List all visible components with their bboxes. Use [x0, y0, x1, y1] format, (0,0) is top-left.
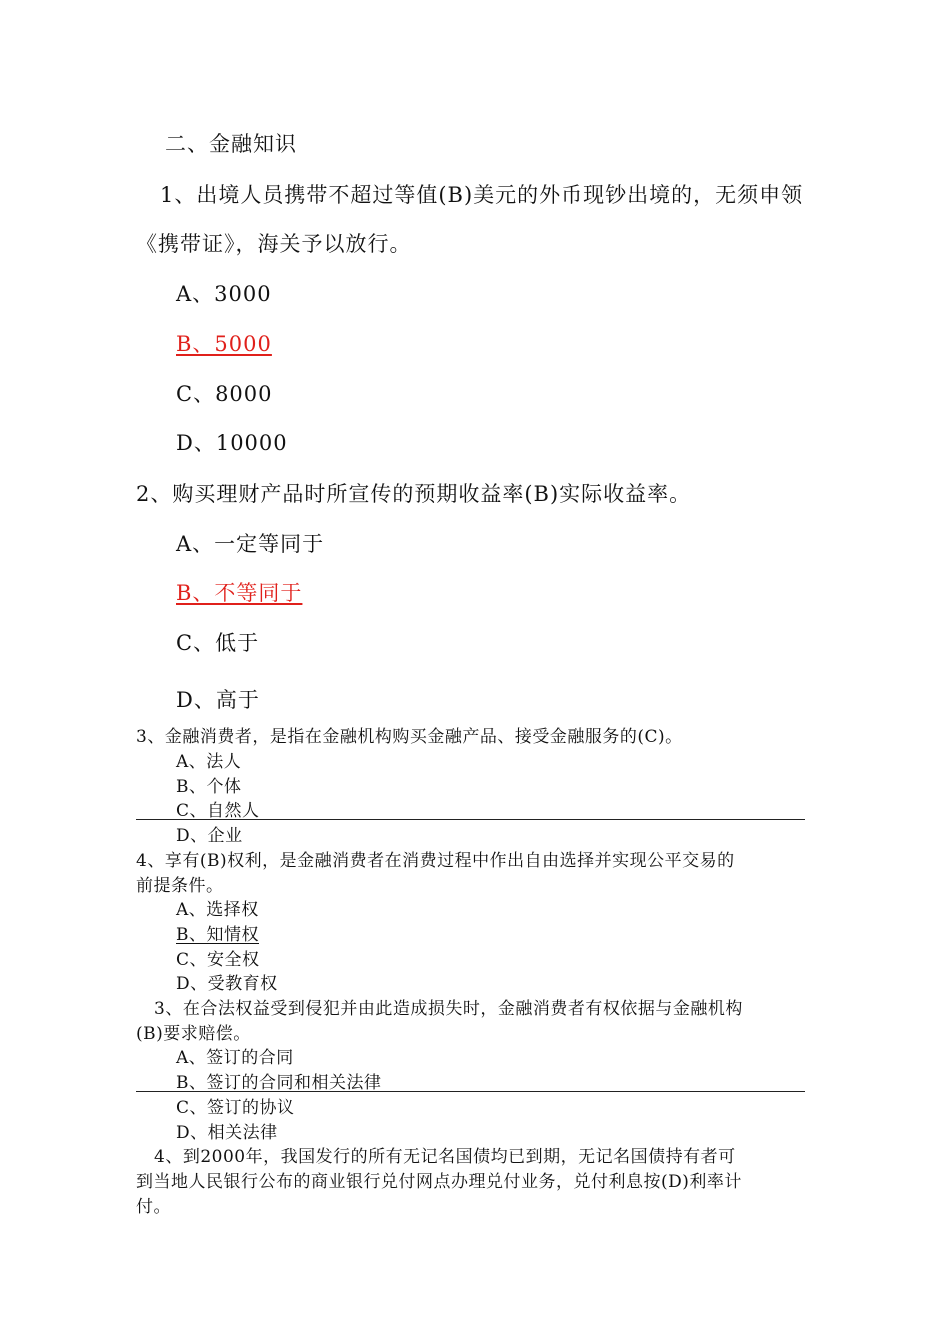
q2-option-b-answer: B、不等同于	[176, 581, 303, 605]
q6-stem-line2: 到当地人民银行公布的商业银行兑付网点办理兑付业务，兑付利息按(D)利率计	[136, 1172, 742, 1192]
q2-stem-line1: 2、购买理财产品时所宣传的预期收益率(B)实际收益率。	[136, 482, 692, 506]
horizontal-rule	[136, 819, 805, 820]
q4-option-c: C、安全权	[176, 950, 260, 970]
q3-stem-line1: 3、金融消费者，是指在金融机构购买金融产品、接受金融服务的(C)。	[136, 727, 683, 747]
q2-option-d: D、高于	[176, 688, 260, 712]
q1-stem-line1: 1、出境人员携带不超过等值(B)美元的外币现钞出境的，无须申领	[160, 183, 804, 207]
q3-option-d: D、企业	[176, 826, 243, 846]
q4-stem-line1: 4、享有(B)权利，是金融消费者在消费过程中作出自由选择并实现公平交易的	[136, 851, 735, 871]
q4-option-d: D、受教育权	[176, 974, 278, 994]
q6-stem-line3: 付。	[136, 1197, 171, 1217]
q1-option-b-answer: B、5000	[176, 332, 272, 356]
q4-stem-line2: 前提条件。	[136, 876, 224, 896]
horizontal-rule	[136, 1091, 805, 1092]
q5-option-d: D、相关法律	[176, 1123, 278, 1143]
q5-option-c: C、签订的协议	[176, 1098, 295, 1118]
q5-option-b-answer: B、签订的合同和相关法律	[176, 1073, 382, 1093]
q5-stem-line1: 3、在合法权益受到侵犯并由此造成损失时，金融消费者有权依据与金融机构	[154, 999, 743, 1019]
q1-stem-line2: 《携带证》，海关予以放行。	[136, 232, 412, 256]
q3-option-c-answer: C、自然人	[176, 801, 260, 821]
q1-option-c: C、8000	[176, 382, 273, 406]
q1-option-d: D、10000	[176, 431, 288, 455]
q1-option-a: A、3000	[176, 282, 272, 306]
q3-option-a: A、法人	[176, 752, 242, 772]
q3-option-b: B、个体	[176, 777, 242, 797]
q2-option-a: A、一定等同于	[176, 532, 325, 556]
q5-stem-line2: (B)要求赔偿。	[136, 1024, 251, 1044]
section-heading: 二、金融知识	[165, 132, 297, 156]
q2-option-c: C、低于	[176, 631, 260, 655]
q5-option-a: A、签订的合同	[176, 1048, 294, 1068]
q4-option-b-answer: B、知情权	[176, 925, 259, 945]
q6-stem-line1: 4、到2000年，我国发行的所有无记名国债均已到期，无记名国债持有者可	[154, 1147, 736, 1167]
q4-option-a: A、选择权	[176, 900, 259, 920]
